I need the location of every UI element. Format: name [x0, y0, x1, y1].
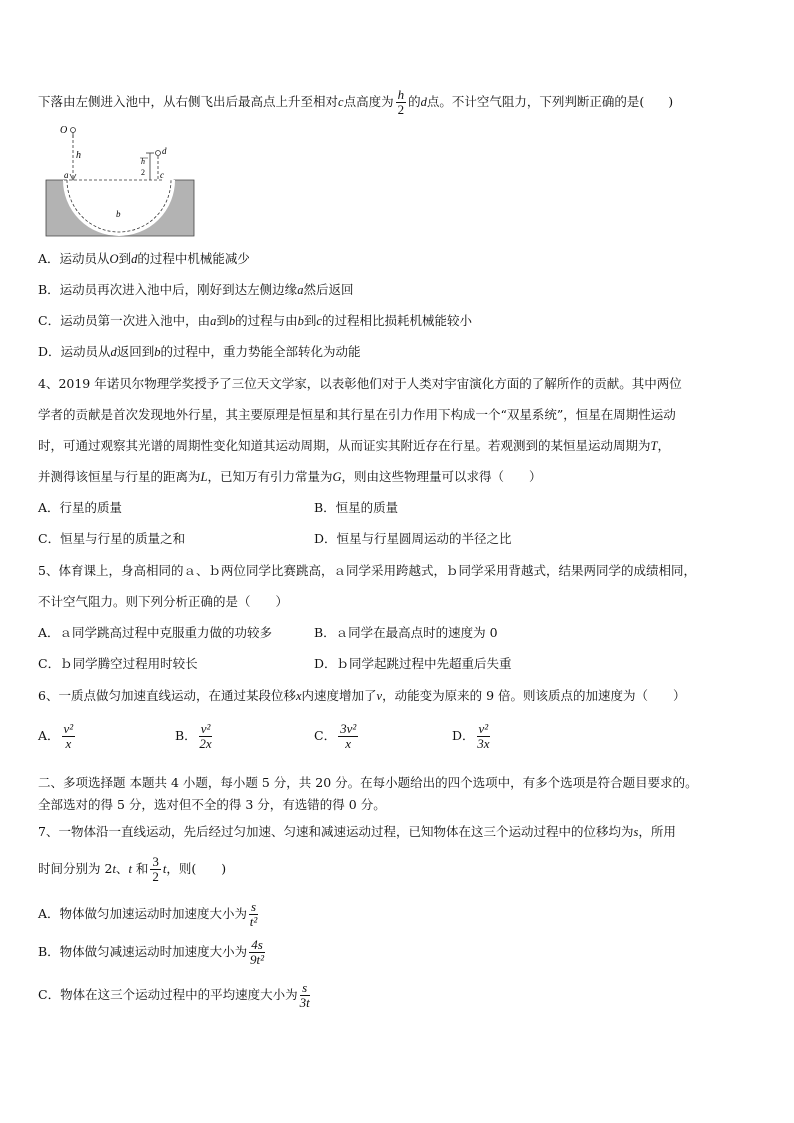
q6-stem: 6、一质点做匀加速直线运动，在通过某段位移x内速度增加了v，动能变为原来的 9 倍。则该质点的加速度为（ ） [38, 688, 686, 703]
q3-stem-text: 下落由左侧进入池中，从右侧飞出后最高点上升至相对 [38, 94, 339, 109]
q3-option-c: C．运动员第一次进入池中，由a到b的过程与由b到c的过程相比损耗机械能较小 [38, 313, 472, 328]
q3-paren: ) [668, 94, 674, 109]
var-c: c [338, 95, 344, 109]
label-c: c [160, 170, 164, 180]
q4-line-1: 4、2019 年诺贝尔物理学奖授予了三位天文学家，以表彰他们对于人类对宇宙演化方面的了解所作的贡献。其中两位 [38, 376, 682, 391]
q6-option-d: D． $\frac{\text{v²}}{3x}$ [452, 721, 490, 751]
q3-option-b: B．运动员再次进入池中后，刚好到达左侧边缘a然后返回 [38, 282, 354, 297]
q6-option-b: B． $\frac{\text{v²}}{2x}$ [175, 721, 212, 751]
q4-option-c: C．恒星与行星的质量之和 [38, 531, 186, 546]
q5-line-2: 不计空气阻力。则下列分析正确的是（ ） [38, 594, 289, 609]
label-d: d [162, 146, 167, 156]
q5-option-c: C．ｂ同学腾空过程用时较长 [38, 656, 198, 671]
q6-option-a: A． $\frac{\text{v²}}{x}$ [38, 721, 74, 751]
q4-line-4: 并测得该恒星与行星的距离为L，已知万有引力常量为G，则由这些物理量可以求得（ ） [38, 469, 542, 484]
q3-option-d: D．运动员从d返回到b的过程中，重力势能全部转化为动能 [38, 344, 361, 359]
q6-option-c: C． $\frac{\text{3v²}}{x}$ [314, 721, 357, 751]
q7-line-2: 时间分别为 2t、t 和 $\frac{3}{2}$ t，则( ) [38, 854, 227, 884]
section-2-line-1: 二、多项选择题 本题共 4 小题，每小题 5 分，共 20 分。在每小题给出的四个选项中，有多个选项是符合题目要求的。 [38, 775, 698, 790]
point-d [156, 151, 161, 156]
q7-option-c: C．物体在这三个运动过程中的平均速度大小为 $\frac{s}{3t}$ [38, 980, 310, 1010]
label-a: a [64, 170, 69, 180]
q3-option-a: A．运动员从O到d的过程中机械能减少 [38, 251, 250, 266]
label-half-d: 2 [141, 168, 145, 177]
q7-option-b: B．物体做匀减速运动时加速度大小为 $\frac{4s}{\text{9t²}}$ [38, 937, 264, 967]
q5-option-a: A．ａ同学跳高过程中克服重力做的功较多 [38, 625, 273, 640]
q5-line-1: 5、体育课上，身高相同的ａ、ｂ两位同学比赛跳高，ａ同学采用跨越式，ｂ同学采用背越式，结果两同学的成绩相同， [38, 563, 696, 578]
label-half-n: h [141, 157, 145, 166]
half-pipe-figure [40, 118, 200, 240]
q5-option-d: D．ｂ同学起跳过程中先超重后失重 [314, 656, 512, 671]
q3-stem-text: 点高度为 [343, 94, 394, 109]
label-b: b [116, 209, 121, 219]
label-O: O [60, 125, 68, 136]
q7-line-1: 7、一物体沿一直线运动，先后经过匀加速、匀速和减速运动过程，已知物体在这三个运动过程中的位移均为s，所用 [38, 824, 676, 839]
var-d: d [420, 95, 427, 109]
q4-option-a: A．行星的质量 [38, 500, 123, 515]
q7-option-a: A．物体做匀加速运动时加速度大小为 $\frac{s}{\text{t²}}$ [38, 899, 258, 929]
q5-option-b: B．ａ同学在最高点时的速度为 0 [314, 625, 498, 640]
section-2-line-2: 全部选对的得 5 分，选对但不全的得 3 分，有选错的得 0 分。 [38, 797, 386, 812]
q4-option-d: D．恒星与行星圆周运动的半径之比 [314, 531, 512, 546]
q3-stem-text: 点。不计空气阻力，下列判断正确的是( [426, 94, 645, 109]
q4-option-b: B．恒星的质量 [314, 500, 399, 515]
point-O [71, 128, 76, 133]
q4-line-3: 时，可通过观察其光谱的周期性变化知道其运动周期，从而证实其附近存在行星。若观测到的某恒星运动周期为T， [38, 438, 670, 453]
q3-stem [38, 88, 673, 117]
q4-line-2: 学者的贡献是首次发现地外行星，其主要原理是恒星和其行星在引力作用下构成一个“双星系统”，恒星在周期性运动 [38, 407, 676, 422]
pool-body [46, 180, 194, 236]
fraction-h-over-2: $\frac{h}{2}$ [397, 87, 405, 117]
label-h: h [76, 150, 81, 161]
q3-stem-text: 的 [408, 94, 421, 109]
